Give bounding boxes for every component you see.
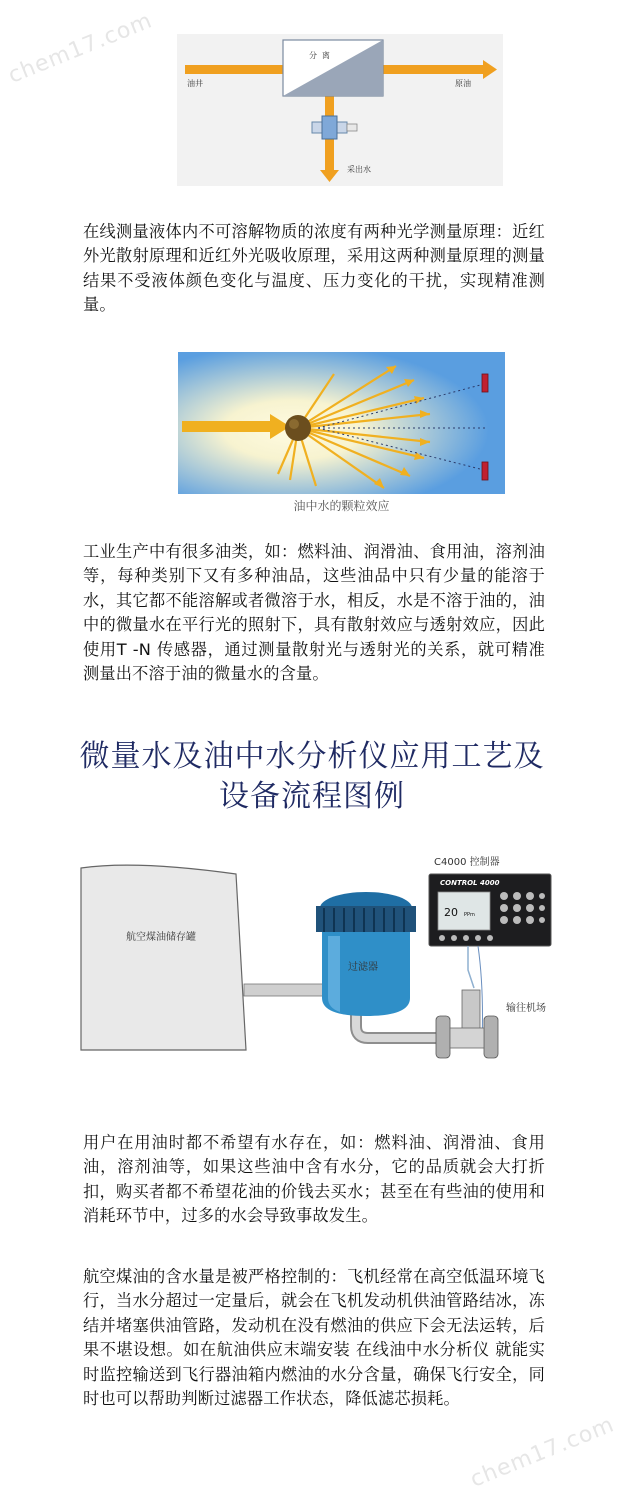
pipe-flange-left xyxy=(436,1016,450,1058)
filter-highlight xyxy=(328,936,340,1012)
water-label: 采出水 xyxy=(347,165,371,174)
scatter-diagram xyxy=(178,352,505,494)
storage-tank xyxy=(81,865,246,1050)
section-heading-line2: 设备流程图例 xyxy=(219,779,405,814)
sensor-cable xyxy=(468,946,474,988)
controller-brand: CONTROL 4000 xyxy=(440,879,500,887)
separation-diagram xyxy=(177,34,503,186)
watermark: chem17.com xyxy=(466,1412,619,1493)
paragraph-user-concern: 用户在用油时都不希望有水存在，如：燃料油、润滑油、食用油，溶剂油等，如果这些油中含有水分，它的品质就会大打折扣，购买者都不希望花油的价钱去买水；甚至在有些油的使用和消耗环节中，过多的水会导致事故发生。 xyxy=(83,1133,545,1226)
paragraph-industrial-oils: 工业生产中有很多油类，如：燃料油、润滑油、食用油，溶剂油等，每种类别下又有多种油品，这些油品中只有少量的能溶于水，其它都不能溶解或者微溶于水，相反，水是不溶于油的，油中的微量水在平行光的照射下，具有散射效应与透射效应，因此使用T -N 传感器，通过测量散射光与透射光的关系，就可精准测量出不溶于油的微量水的含量。 xyxy=(83,542,545,684)
process-diagram xyxy=(76,848,566,1060)
sensor-connector xyxy=(347,124,357,131)
controller-reading: 20 xyxy=(444,906,458,919)
sensor-body xyxy=(450,1028,484,1048)
tank-label: 航空煤油储存罐 xyxy=(126,932,196,943)
section-heading-line1: 微量水及油中水分析仪应用工艺及 xyxy=(79,739,545,774)
filter-ring xyxy=(316,906,416,932)
watermark: chem17.com xyxy=(4,8,157,89)
water-arrow-head xyxy=(320,170,339,182)
scatter-caption: 油中水的颗粒效应 xyxy=(293,499,390,513)
pipe-flange-right xyxy=(484,1016,498,1058)
water-particle xyxy=(285,415,311,441)
outlet-label: 原油 xyxy=(455,79,471,88)
pipe-tank-filter xyxy=(244,984,326,996)
paragraph-aviation-fuel: 航空煤油的含水量是被严格控制的：飞机经常在高空低温环境飞行，当水分超过一定量后，就会在飞机发动机供油管路结冰，冻结并堵塞供油管路，发动机在没有燃油的供应下会无法运转，后果不堪设想。如在航油供应末端安装 在线油中水分析仪 就能实时监控输送到飞行器油箱内燃油的水分含量，确保飞行安全，同时也可以帮助判断过滤器工作状态，降低滤芯损耗。 xyxy=(83,1267,545,1409)
filter-label: 过滤器 xyxy=(348,962,378,973)
detector-lower xyxy=(482,462,488,480)
separator-label: 分 离 xyxy=(309,51,330,60)
water-particle-highlight xyxy=(289,419,299,429)
paragraph-measurement-principle: 在线测量液体内不可溶解物质的浓度有两种光学测量原理：近红外光散射原理和近红外光吸收原理，采用这两种测量原理的测量结果不受液体颜色变化与温度、压力变化的干扰，实现精准测量。 xyxy=(83,222,545,315)
incident-beam xyxy=(182,421,272,432)
detector-upper xyxy=(482,374,488,392)
controller-label: C4000 控制器 xyxy=(434,857,500,868)
inlet-label: 油井 xyxy=(187,79,203,88)
output-label: 输往机场 xyxy=(506,1003,546,1014)
sensor-core xyxy=(322,116,337,139)
controller-unit: PPm xyxy=(464,912,475,918)
flow-arrow-head xyxy=(483,60,497,79)
